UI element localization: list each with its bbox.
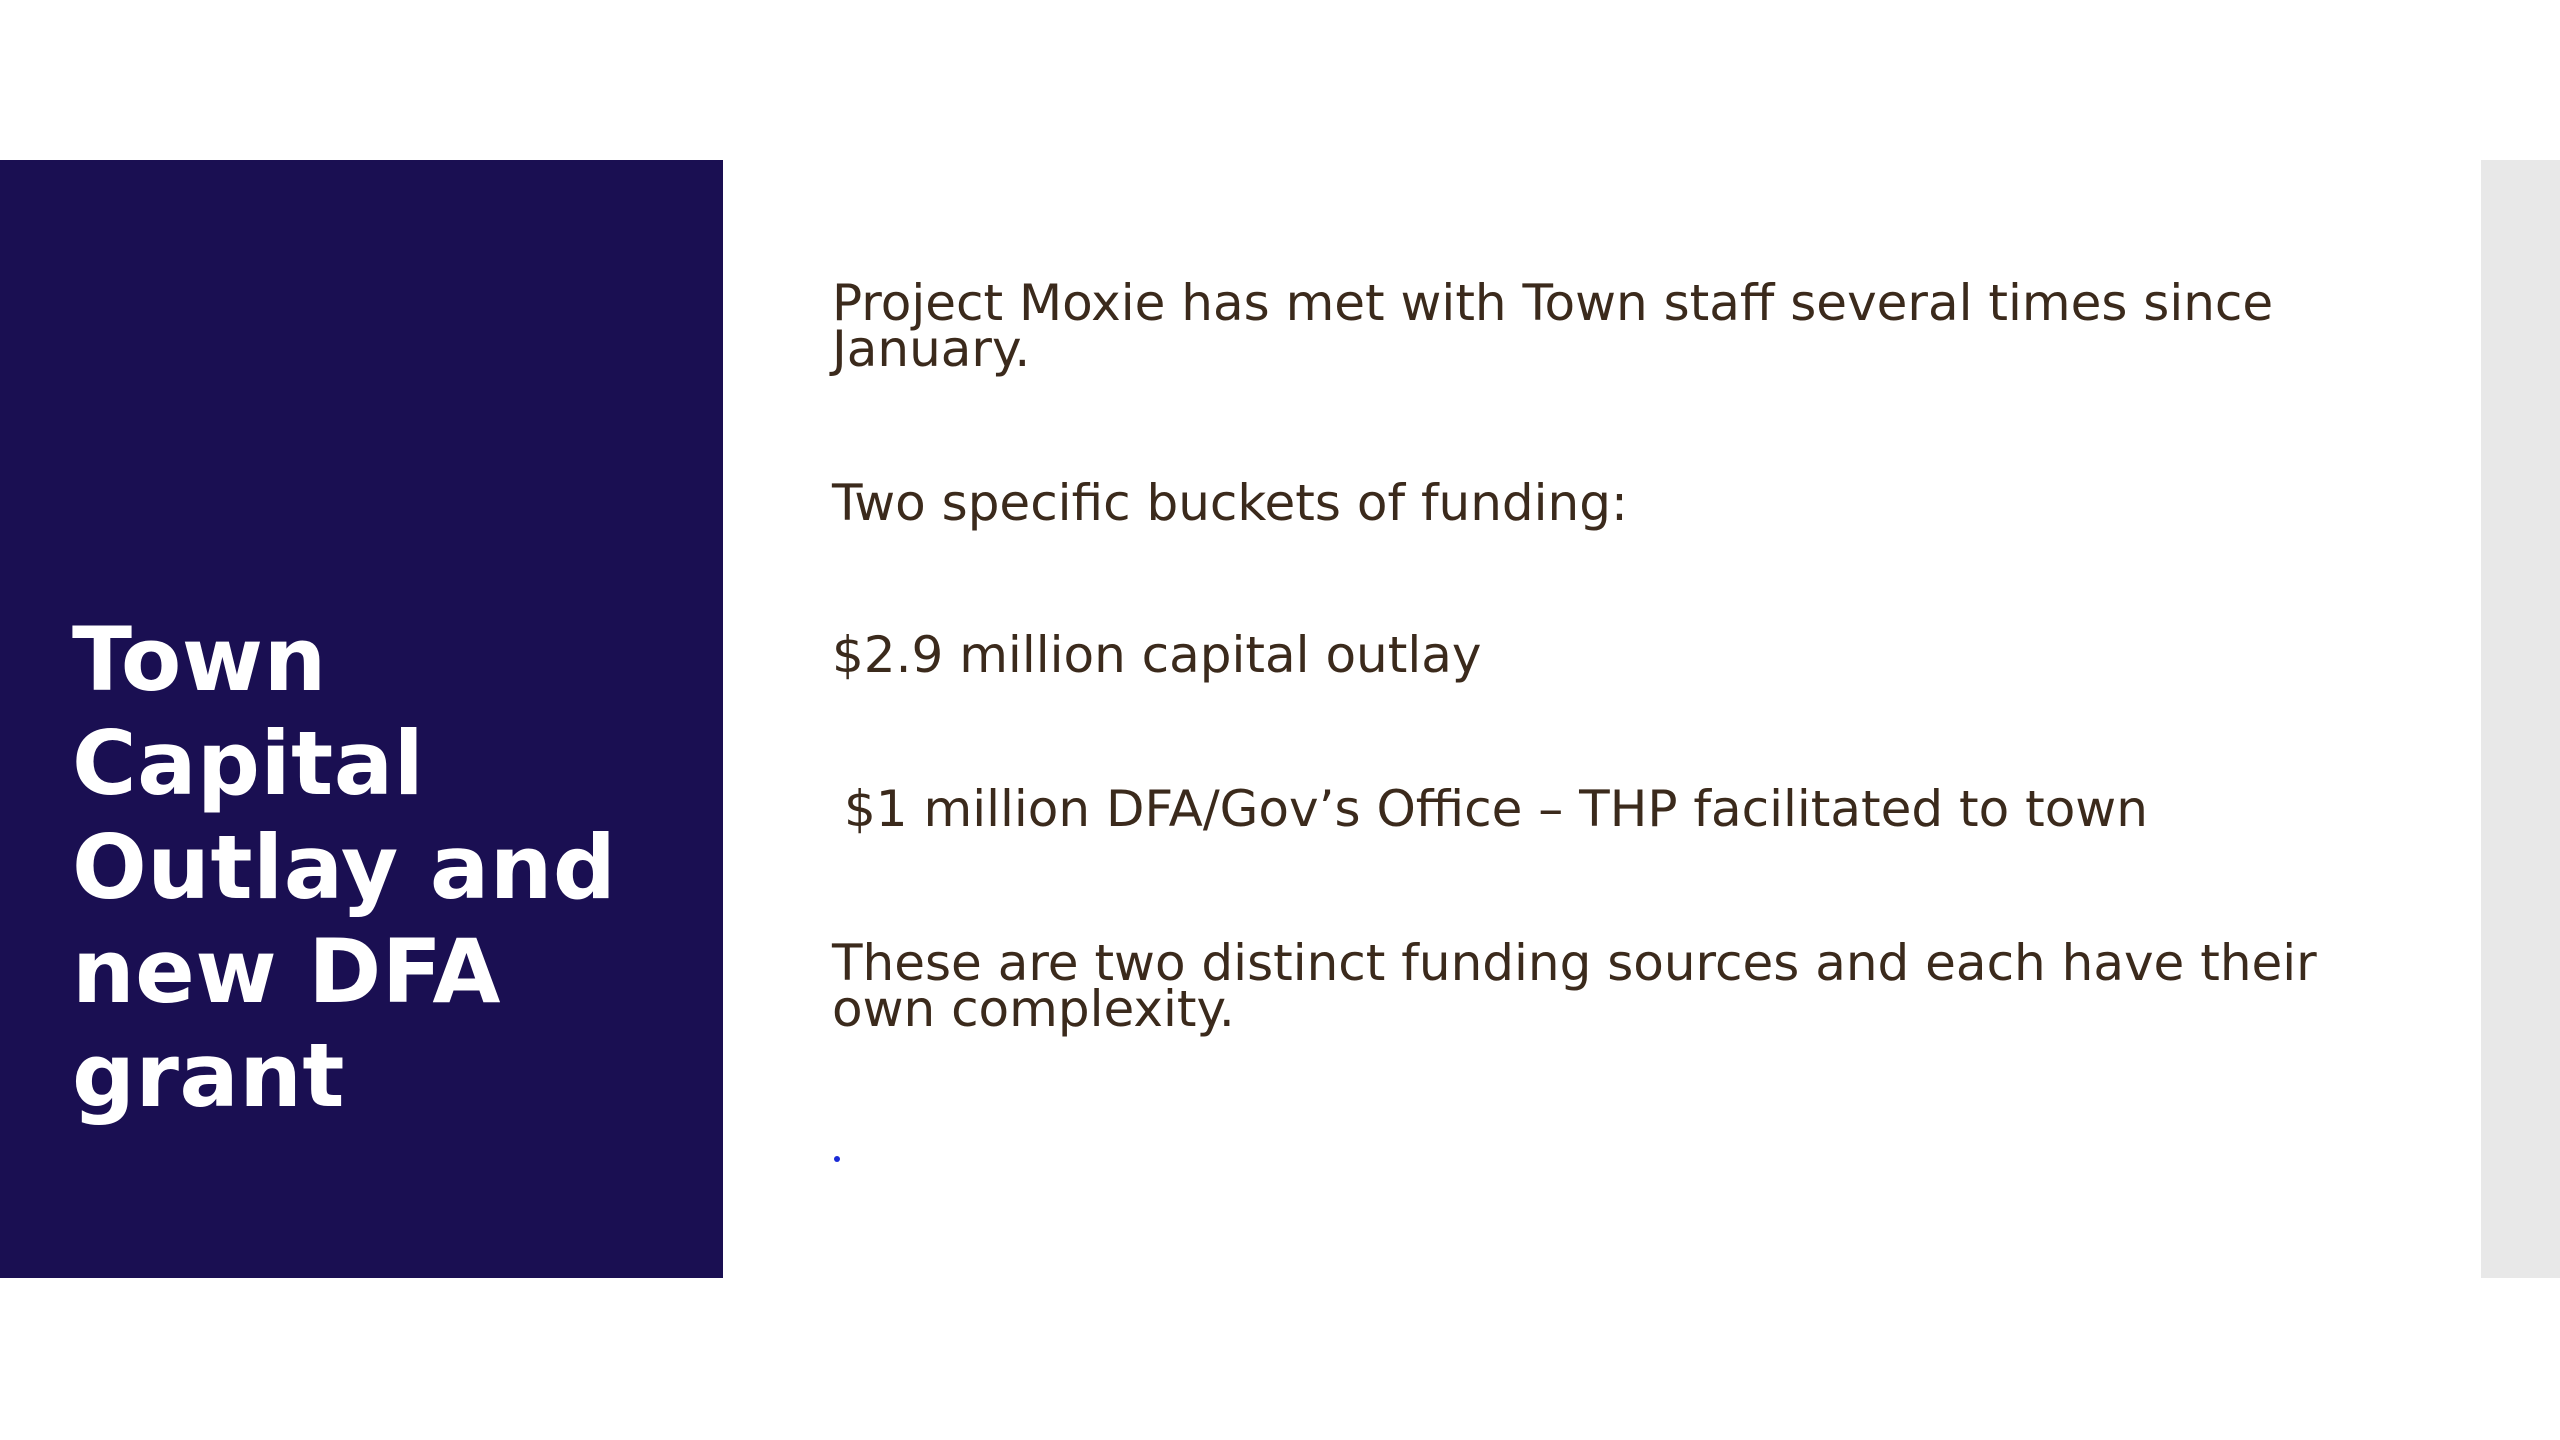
title-panel: [0, 160, 723, 1278]
empty-bullet-dot: [834, 1156, 840, 1162]
body-paragraph-dfa-grant: $1 million DFA/Gov’s Office – THP facilitated to town: [844, 780, 2148, 838]
right-side-panel: [2481, 160, 2560, 1278]
body-paragraph-distinct-sources: These are two distinct funding sources and each have their own complexity.: [832, 934, 2317, 1038]
body-paragraph-meetings: Project Moxie has met with Town staff several times since January.: [832, 274, 2274, 378]
slide-title: Town Capital Outlay and new DFA grant: [72, 608, 617, 1127]
body-paragraph-capital-outlay: $2.9 million capital outlay: [832, 626, 1482, 684]
body-paragraph-funding-buckets: Two specific buckets of funding:: [832, 474, 1628, 532]
